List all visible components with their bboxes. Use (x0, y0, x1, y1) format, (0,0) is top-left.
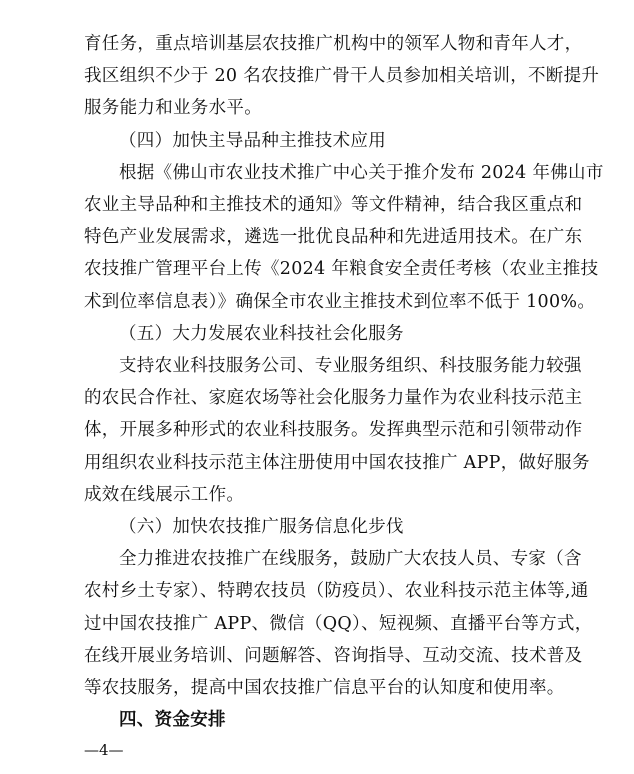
section-heading-6: （六）加快农技推广服务信息化步伐 (119, 517, 404, 537)
body-text-line: 育任务，重点培训基层农技推广机构中的领军人物和青年人才， (84, 34, 583, 54)
body-text-line: 服务能力和业务水平。 (84, 98, 262, 119)
body-text-line: 我区组织不少于 20 名农技推广骨干人员参加相关培训，不断提升 (84, 66, 600, 87)
body-text-line: 农技推广管理平台上传《2024 年粮食安全责任考核（农业主推技 (84, 259, 599, 280)
body-text-line: 支持农业科技服务公司、专业服务组织、科技服务能力较强 (119, 356, 582, 376)
body-text-line: 成效在线展示工作。 (84, 484, 245, 505)
body-text-line: 体，开展多种形式的农业科技服务。发挥典型示范和引领带动作 (84, 420, 583, 441)
body-text-line: 过中国农技推广 APP、微信（QQ）、短视频、直播平台等方式， (84, 613, 593, 634)
page-number: —4— (84, 741, 124, 759)
body-text-line: 术到位率信息表）》确保全市农业主推技术到位率不低于 100%。 (84, 291, 596, 312)
section-heading-5: （五）大力发展农业科技社会化服务 (119, 323, 404, 344)
body-text-line: 全力推进农技推广在线服务，鼓励广大农技人员、专家（含 (119, 549, 582, 570)
body-text-line: 根据《佛山市农业技术推广中心关于推介发布 2024 年佛山市 (119, 162, 604, 183)
body-text-line: 用组织农业科技示范主体注册使用中国农技推广 APP，做好服务 (84, 452, 590, 473)
body-text-line: 农业主导品种和主推技术的通知》等文件精神，结合我区重点和 (84, 195, 583, 215)
body-text-line: 的农民合作社、家庭农场等社会化服务力量作为农业科技示范主 (84, 388, 583, 409)
section-heading-funding: 四、资金安排 (119, 710, 226, 731)
body-text-line: 等农技服务，提高中国农技推广信息平台的认知度和使用率。 (84, 678, 565, 698)
section-heading-4: （四）加快主导品种主推技术应用 (119, 130, 386, 151)
body-text-line: 特色产业发展需求，遴选一批优良品种和先进适用技术。在广东 (84, 227, 583, 248)
body-text-line: 在线开展业务培训、问题解答、咨询指导、互动交流、技术普及 (84, 645, 583, 666)
body-text-line: 农村乡土专家）、特聘农技员（防疫员）、农业科技示范主体等,通 (84, 581, 589, 602)
